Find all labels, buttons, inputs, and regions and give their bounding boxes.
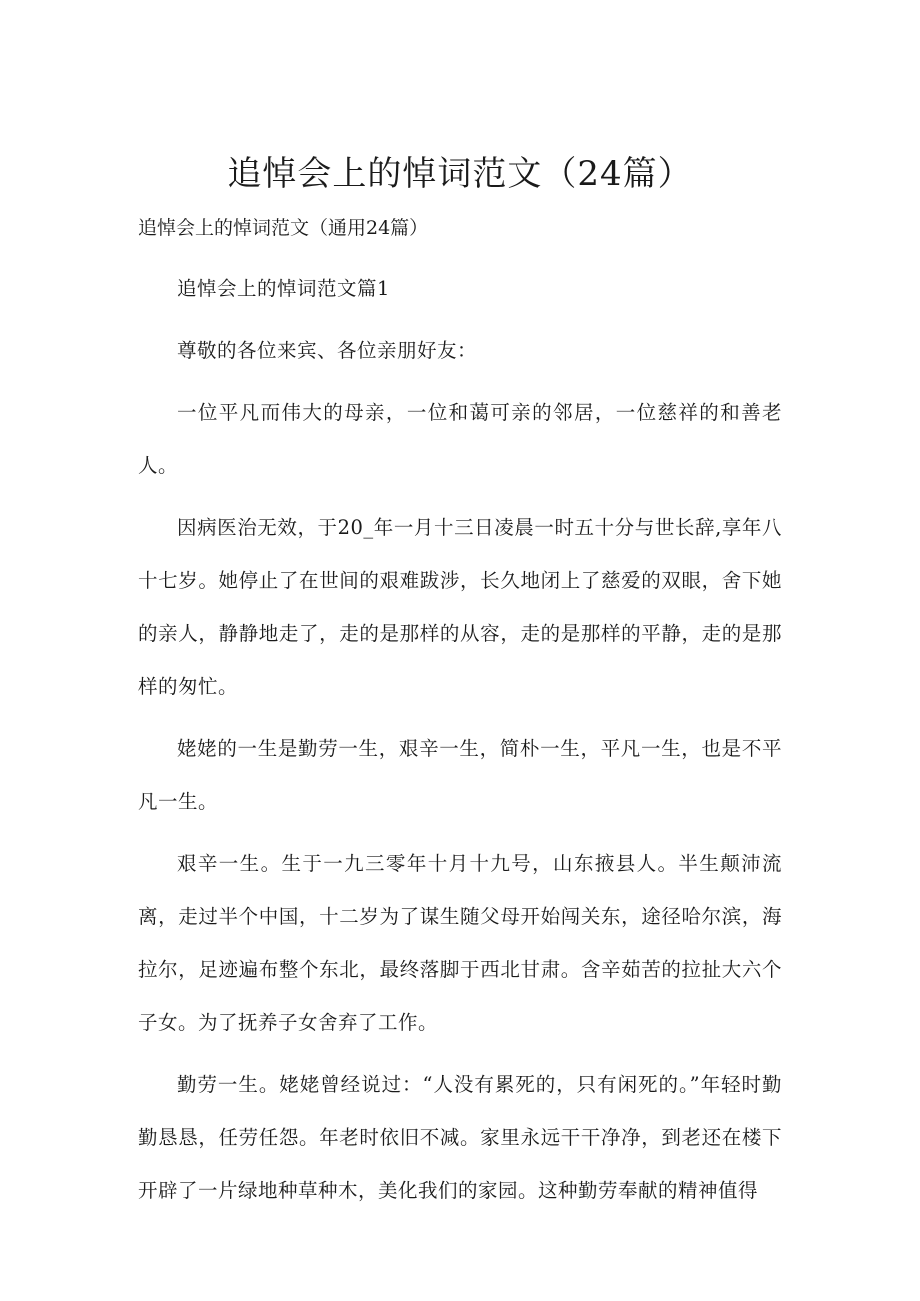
body-paragraph: 艰辛一生。生于一九三零年十月十九号，山东掖县人。半生颠沛流离，走过半个中国，十二岁为了谋生随父母开始闯关东，途径哈尔滨，海拉尔，足迹遍布整个东北，最终落脚于西北甘肃。含辛茹苦的拉扯大六个子女。为了抚养子女舍弃了工作。 (138, 852, 782, 1034)
body-paragraph: 因病医治无效，于20_年一月十三日凌晨一时五十分与世长辞,享年八十七岁。她停止了在世间的艰难跋涉，长久地闭上了慈爱的双眼，舍下她的亲人，静静地走了，走的是那样的从容，走的是那样的平静，走的是那样的匆忙。 (138, 516, 782, 698)
document-title: 追悼会上的悼词范文（24篇） (227, 154, 693, 194)
body-paragraph: 勤劳一生。姥姥曾经说过：“人没有累死的，只有闲死的。”年轻时勤勤恳恳，任劳任怨。年老时依旧不减。家里永远干干净净，到老还在楼下开辟了一片绿地种草种木，美化我们的家园。这种勤劳奉献的精神值得 (138, 1073, 782, 1202)
section-heading: 追悼会上的悼词范文篇1 (177, 277, 390, 300)
body-paragraph: 一位平凡而伟大的母亲，一位和蔼可亲的邻居，一位慈祥的和善老人。 (138, 401, 782, 477)
document-subtitle: 追悼会上的悼词范文（通用24篇） (138, 217, 429, 239)
document-body (138, 262, 782, 1226)
body-paragraph: 姥姥的一生是勤劳一生，艰辛一生，简朴一生，平凡一生，也是不平凡一生。 (138, 737, 782, 813)
salutation-paragraph: 尊敬的各位来宾、各位亲朋好友： (177, 339, 478, 362)
